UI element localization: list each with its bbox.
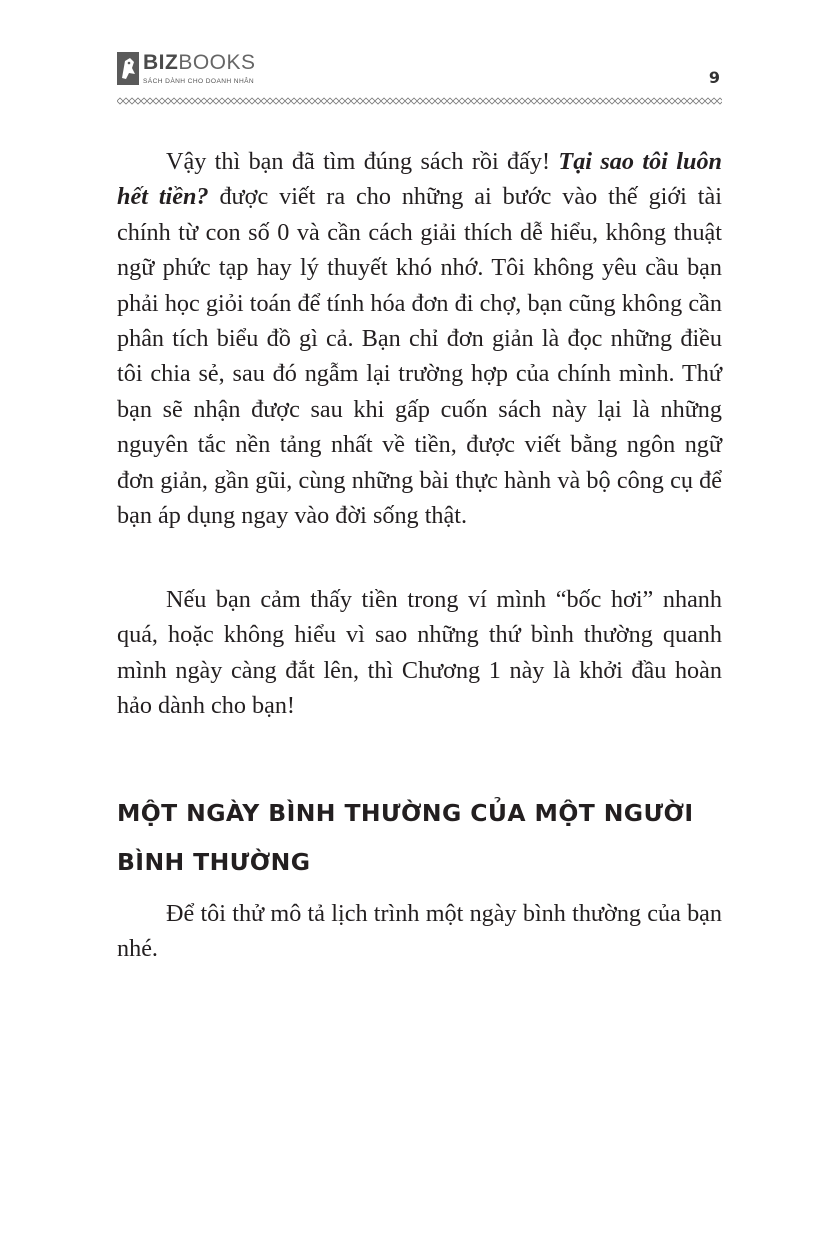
brand-thin: BOOKS xyxy=(178,51,256,74)
body-paragraph-2: Nếu bạn cảm thấy tiền trong ví mình “bốc hơi” nhanh quá, hoặc không hiểu vì sao những thứ bình thường quanh mình ngày càng đắt lên, thì Chương 1 này là khởi đầu hoàn hảo dành cho bạn! xyxy=(117,586,722,720)
decorative-rule xyxy=(117,97,722,105)
page-header xyxy=(117,52,722,107)
p1-rest: được viết ra cho những ai bước vào thế giới tài chính từ con số 0 và cần cách giải thích dễ hiểu, không thuật ngữ phức tạp hay lý thuyết khó nhớ. Tôi không yêu cầu bạn phải học giỏi toán để tính hóa đơn đi chợ, bạn cũng không cần phân tích biểu đồ gì cả. Bạn chỉ đơn giản là đọc những điều tôi chia sẻ, sau đó ngẫm lại trường hợp của chính mình. Thứ bạn sẽ nhận được sau khi gấp cuốn sách này lại là những nguyên tắc nền tảng nhất về tiền, được viết bằng ngôn ngữ đơn giản, gần gũi, cùng những bài thực hành và bộ công cụ để bạn áp dụng ngay vào đời sống thật. xyxy=(117,183,722,530)
page-number: 9 xyxy=(708,68,720,87)
p1-start: Vậy thì bạn đã tìm đúng sách rồi đấy! xyxy=(166,148,559,175)
body-paragraph-1 xyxy=(117,144,722,533)
logo-tagline: SÁCH DÀNH CHO DOANH NHÂN xyxy=(143,78,255,85)
body-paragraph-3: Để tôi thử mô tả lịch trình một ngày bình thường của bạn nhé. xyxy=(117,900,722,963)
lion-logo-icon xyxy=(117,52,139,85)
brand-bold: BIZ xyxy=(143,51,179,74)
logo-brand xyxy=(143,50,256,76)
section-heading: MỘT NGÀY BÌNH THƯỜNG CỦA MỘT NGƯỜI BÌNH THƯỜNG xyxy=(117,799,694,876)
book-title: Tại sao tôi luôn hết tiền? xyxy=(117,148,722,211)
